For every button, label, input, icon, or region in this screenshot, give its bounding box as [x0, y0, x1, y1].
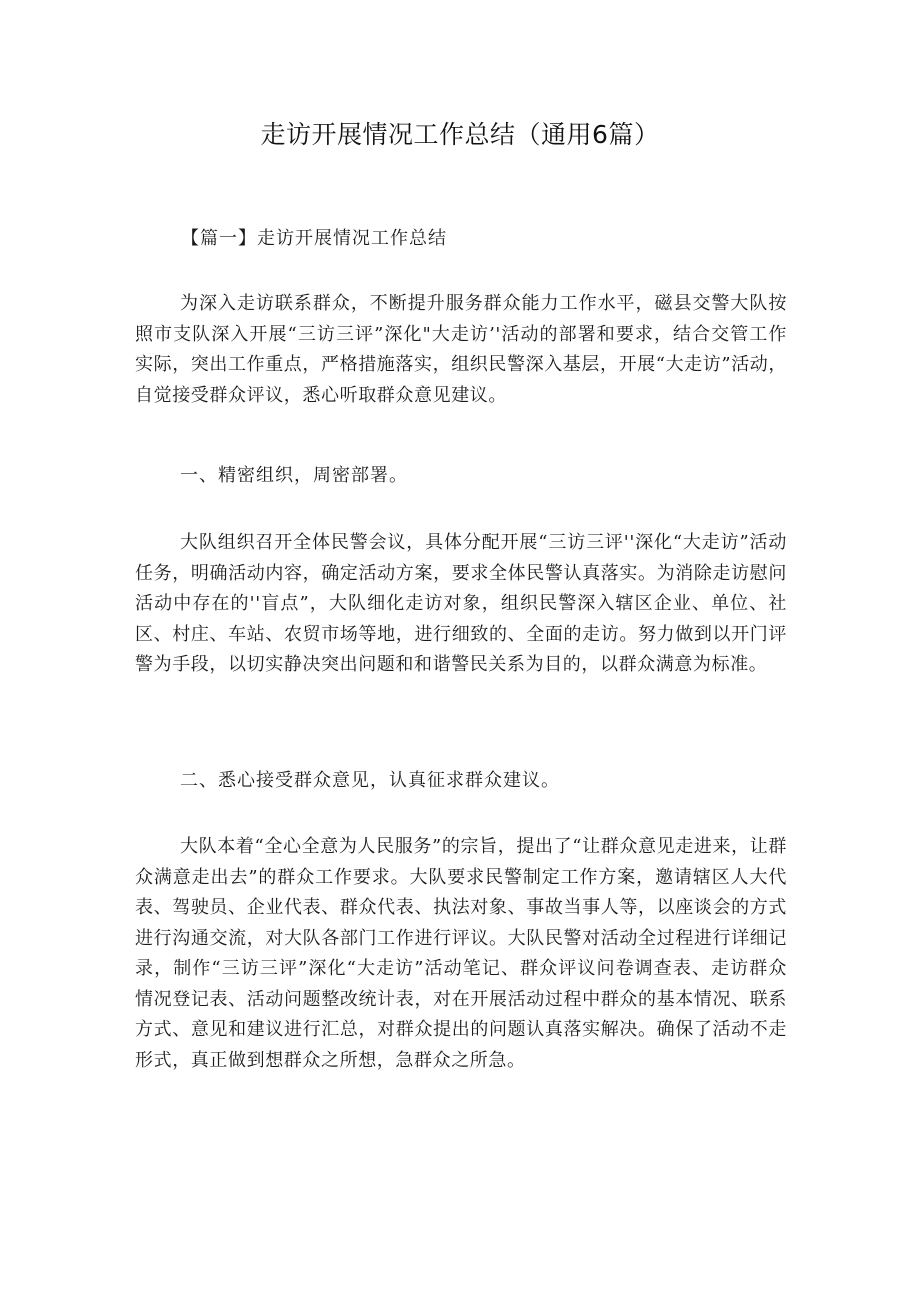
- paragraph-intro: 为深入走访联系群众，不断提升服务群众能力工作水平，磁县交警大队按照市支队深入开展“三访三评”深化"大走访’'活动的部署和要求，结合交管工作实际，突出工作重点，严格措施落实，组织民警深入基层，开展“大走访”活动，自觉接受群众评议，悉心听取群众意见建议。: [135, 293, 788, 406]
- section-heading: 【篇一】走访开展情况工作总结: [181, 228, 447, 249]
- paragraph-opinions: 大队本着“全心全意为人民服务”的宗旨，提出了“让群众意见走进来，让群众满意走出去”的群众工作要求。大队要求民警制定工作方案，邀请辖区人大代表、驾驶员、企业代表、群众代表、执法对象、事故当事人等，以座谈会的方式进行沟通交流，对大队各部门工作进行评议。大队民警对活动全过程进行详细记录，制作“三访三评”深化“大走访”活动笔记、群众评议问卷调查表、走访群众情况登记表、活动问题整改统计表，对在开展活动过程中群众的基本情况、联系方式、意见和建议进行汇总，对群众提出的问题认真落实解决。确保了活动不走形式，真正做到想群众之所想，急群众之所急。: [135, 836, 787, 1071]
- subheading-2: 二、悉心接受群众意见，认真征求群众建议。: [180, 770, 560, 791]
- document-title: 走访开展情况工作总结（通用6篇）: [260, 120, 660, 149]
- paragraph-organization: 大队组织召开全体民警会议，具体分配开展“三访三评''深化“大走访”活动任务，明确活动内容，确定活动方案，要求全体民警认真落实。为消除走访慰问活动中存在的''盲点”，大队细化走访对象，组织民警深入辖区企业、单位、社区、村庄、车站、农贸市场等地，进行细致的、全面的走访。努力做到以开门评警为手段，以切实静决突出问题和和谐警民关系为目的，以群众满意为标准。: [135, 532, 787, 675]
- subheading-1: 一、精密组织，周密部署。: [180, 465, 408, 486]
